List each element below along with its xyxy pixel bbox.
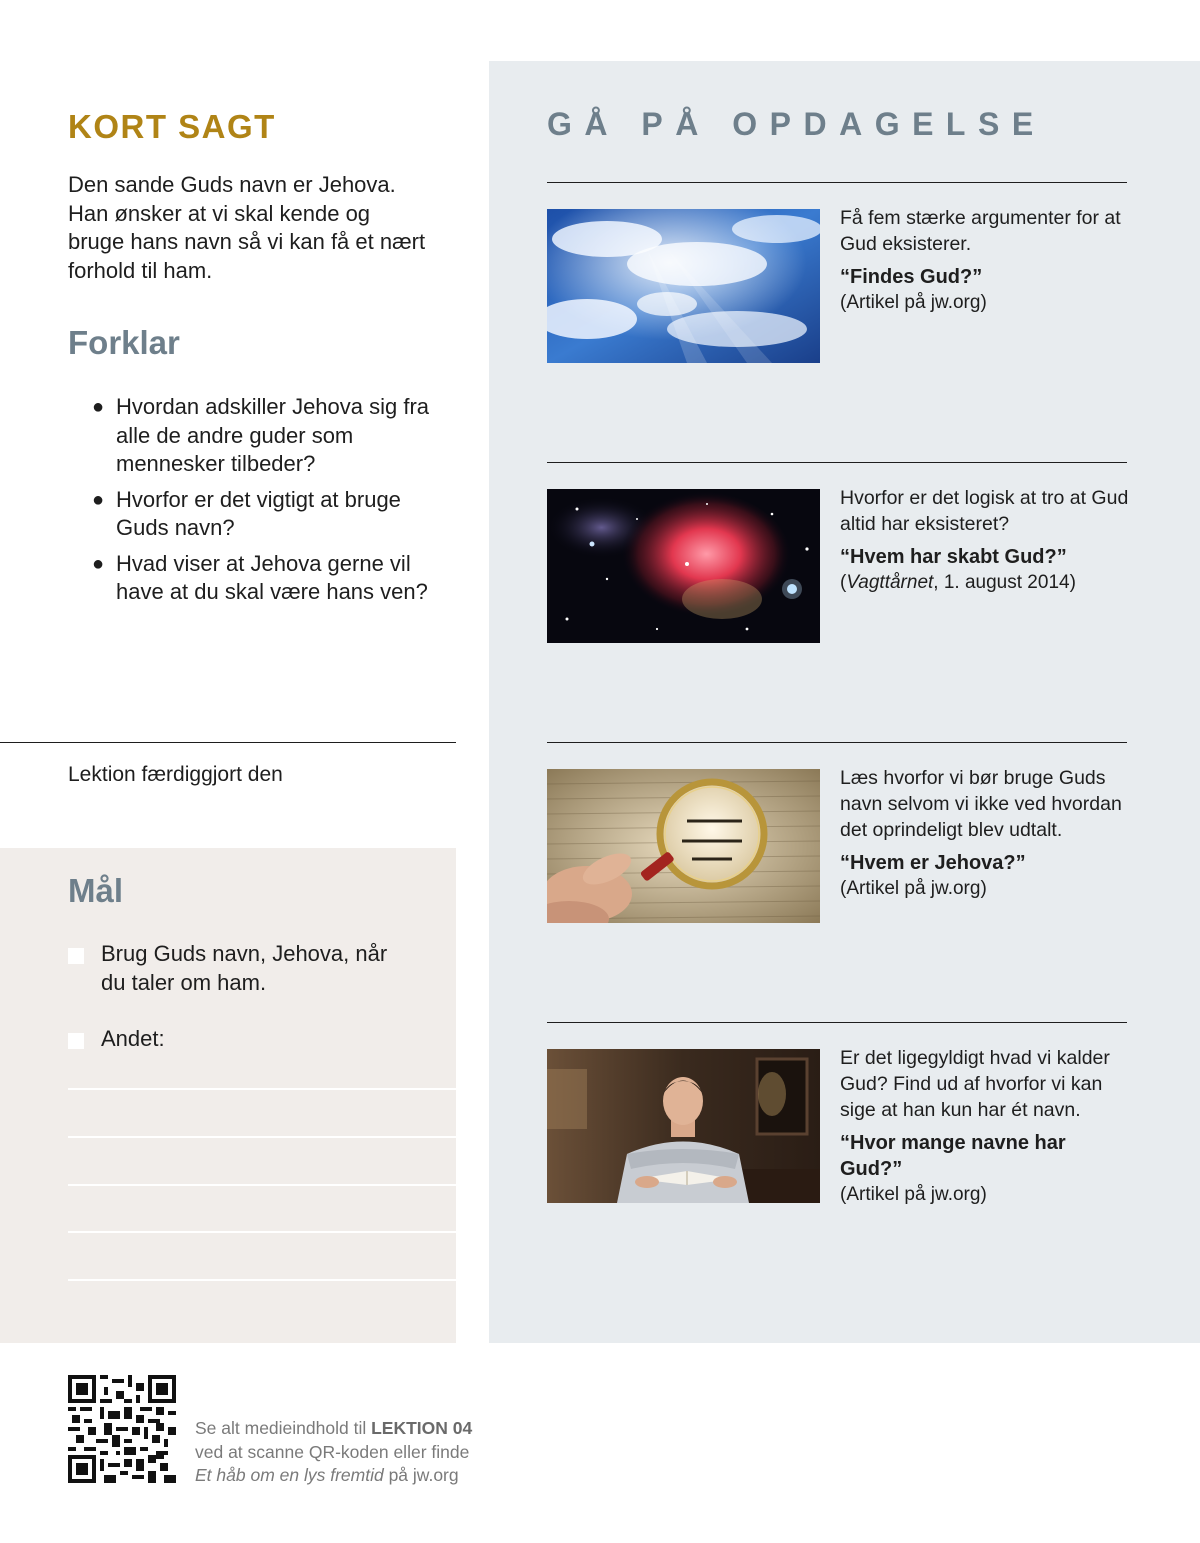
item-divider: [547, 1022, 1127, 1023]
man-reading-image: [547, 1049, 820, 1203]
sky-with-sunrays-icon: [547, 209, 820, 363]
writing-line[interactable]: [68, 1279, 456, 1281]
item-divider: [547, 182, 1127, 183]
footer-line-3: [195, 1464, 515, 1488]
book-title: Et håb om en lys fremtid: [195, 1465, 384, 1485]
item-divider: [547, 462, 1127, 463]
explain-question: [92, 486, 432, 543]
writing-line[interactable]: [68, 1088, 456, 1090]
discover-item-text: [840, 485, 1130, 596]
source-publication: Vagttårnet: [846, 572, 934, 593]
magnifier-image: [547, 769, 820, 923]
discover-item-text: [840, 765, 1130, 902]
question-text: Hvordan adskiller Jehova sig fra alle de andre guder som mennesker tilbeder?: [116, 394, 430, 476]
footer-prefix: Se alt medieindhold til: [195, 1418, 372, 1438]
footer-line-1: [195, 1417, 515, 1441]
nebula-in-space-icon: [547, 489, 820, 643]
goal-text: Andet:: [101, 1026, 165, 1051]
item-source: (Artikel på jw.org): [840, 1184, 987, 1205]
section-divider: [0, 742, 456, 743]
goals-heading: Mål: [68, 872, 124, 909]
summary-text: Den sande Guds navn er Jehova. Han ønsker at vi skal kende og bruge hans navn så vi kan få et nært forhold til ham.: [68, 172, 426, 283]
writing-line[interactable]: [68, 1184, 456, 1186]
item-description: Få fem stærke argumenter for at Gud eksisterer.: [840, 207, 1121, 255]
lesson-label: LEKTION 04: [371, 1418, 473, 1438]
discover-item-text: [840, 205, 1130, 316]
bullet-icon: ●: [92, 552, 105, 575]
goals-panel: [0, 848, 456, 1343]
item-title-link[interactable]: “Hvor mange navne har Gud?”: [840, 1132, 1066, 1180]
source-date: , 1. august 2014): [933, 572, 1076, 593]
explain-question-list: [92, 393, 432, 614]
discover-heading: GÅ PÅ OPDAGELSE: [547, 106, 1046, 142]
footer-suffix: på jw.org: [383, 1465, 459, 1485]
question-text: Hvad viser at Jehova gerne vil have at du skal være hans ven?: [116, 550, 428, 604]
item-source: [840, 570, 1130, 596]
man-reading-bible-icon: [547, 1049, 820, 1203]
explain-question: [92, 393, 432, 479]
discover-item-text: [840, 1045, 1130, 1208]
bullet-icon: ●: [92, 488, 105, 511]
question-text: Hvorfor er det vigtigt at bruge Guds navn?: [116, 486, 401, 540]
item-source: (Artikel på jw.org): [840, 292, 987, 313]
goal-text: Brug Guds navn, Jehova, når du taler om ham.: [101, 941, 388, 995]
writing-line[interactable]: [68, 1136, 456, 1138]
qr-code-icon: [68, 1375, 176, 1483]
item-description: Er det ligegyldigt hvad vi kalder Gud? Find ud af hvorfor vi kan sige at han kun har ét navn.: [840, 1047, 1110, 1121]
nebula-image: [547, 489, 820, 643]
writing-line[interactable]: [68, 1231, 456, 1233]
goal-checkbox[interactable]: [68, 948, 84, 964]
item-title-link[interactable]: “Hvem er Jehova?”: [840, 852, 1026, 874]
footer-line-2: ved at scanne QR-koden eller finde: [195, 1441, 470, 1462]
item-description: Hvorfor er det logisk at tro at Gud altid har eksisteret?: [840, 487, 1129, 535]
item-divider: [547, 742, 1127, 743]
summary-heading: KORT SAGT: [68, 108, 276, 145]
footer-note: [195, 1417, 515, 1488]
item-title-link[interactable]: “Hvem har skabt Gud?”: [840, 546, 1067, 568]
lesson-completed-label: Lektion færdiggjort den: [68, 763, 283, 786]
item-source: (Artikel på jw.org): [840, 878, 987, 899]
qr-code[interactable]: [68, 1375, 176, 1483]
bullet-icon: ●: [92, 396, 105, 418]
item-title-link[interactable]: “Findes Gud?”: [840, 266, 983, 288]
item-description: Læs hvorfor vi bør bruge Guds navn selvom vi ikke ved hvordan det oprindeligt blev udtalt.: [840, 767, 1122, 841]
goal-checkbox[interactable]: [68, 1033, 84, 1049]
explain-question: [92, 550, 432, 607]
sky-image: [547, 209, 820, 363]
explain-heading: Forklar: [68, 324, 180, 361]
source-paren: (: [840, 572, 847, 593]
magnifier-over-hebrew-text-icon: [547, 769, 820, 923]
